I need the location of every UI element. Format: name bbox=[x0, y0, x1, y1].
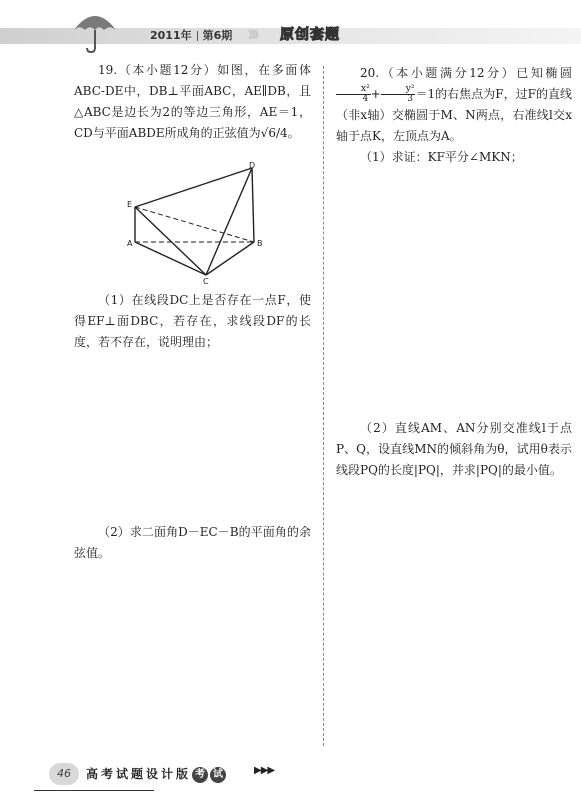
q19-part1: （1）在线段DC上是否存在一点F，使得EF⊥面DBC，若存在，求线段DF的长度，若不存在，说明理由； bbox=[74, 293, 311, 349]
q20-intro bbox=[336, 63, 572, 147]
frac-y-num: y² bbox=[381, 85, 416, 95]
frac-y-den: 3 bbox=[407, 94, 413, 104]
question-19 bbox=[74, 60, 311, 144]
q19-part1-block bbox=[74, 290, 311, 353]
frac-x-num: x² bbox=[336, 85, 371, 95]
plus-sign: + bbox=[370, 87, 381, 101]
q19-part2: （2）求二面角D－EC－B的平面角的余弦值。 bbox=[74, 525, 311, 560]
q20-part1: （1）求证：KF平分∠MKN； bbox=[360, 150, 523, 164]
footer-rule bbox=[34, 790, 154, 791]
footer-title bbox=[86, 764, 227, 784]
year-label: 2011年 bbox=[150, 29, 192, 42]
page-number: 46 bbox=[49, 763, 79, 785]
issue-info bbox=[150, 28, 232, 44]
label-c: C bbox=[203, 277, 209, 286]
section-title: 原创套题 bbox=[280, 27, 340, 43]
q20-intro-b: ＝1的右焦点为F，过F的直线（非x轴）交椭圆于M、N两点，右准线l交x轴于点K，左顶点为A。 bbox=[336, 87, 572, 143]
q20-intro-a: 20.（本小题满分12分）已知椭圆 bbox=[360, 66, 572, 80]
footer-title-text: 高考试题设计版 bbox=[86, 767, 192, 781]
footer-badge-1: 考 bbox=[192, 767, 208, 783]
frac-x-den: 4 bbox=[362, 94, 369, 104]
fraction-y bbox=[381, 85, 416, 104]
q19-part2-block bbox=[74, 522, 311, 564]
label-e: E bbox=[127, 200, 133, 209]
q19-intro: 19.（本小题12分）如图，在多面体ABC-DE中，DB⊥平面ABC，AE∥DB，且△ABC是边长为2的等边三角形，AE＝1，CD与平面ABDE所成角的正弦值为√6/4。 bbox=[74, 63, 311, 140]
label-b: B bbox=[257, 239, 263, 248]
arrow-icon: ▶▶▶ bbox=[254, 765, 275, 776]
q20-part2: （2）直线AM、AN分别交准线l于点P、Q，设直线MN的倾斜角为θ，试用θ表示线段PQ的长度|PQ|，并求|PQ|的最小值。 bbox=[336, 421, 572, 477]
polyhedron-figure bbox=[120, 160, 270, 286]
label-d: D bbox=[249, 161, 256, 170]
q20-part2-block bbox=[336, 418, 572, 481]
column-divider bbox=[323, 66, 324, 746]
issue-label: 第6期 bbox=[202, 29, 233, 42]
question-20 bbox=[336, 63, 572, 168]
footer-badge-2: 试 bbox=[210, 767, 226, 783]
label-a: A bbox=[127, 239, 133, 248]
umbrella-icon bbox=[70, 6, 120, 54]
fraction-x bbox=[336, 85, 371, 104]
chevron-icon: 》》》 bbox=[248, 30, 262, 41]
